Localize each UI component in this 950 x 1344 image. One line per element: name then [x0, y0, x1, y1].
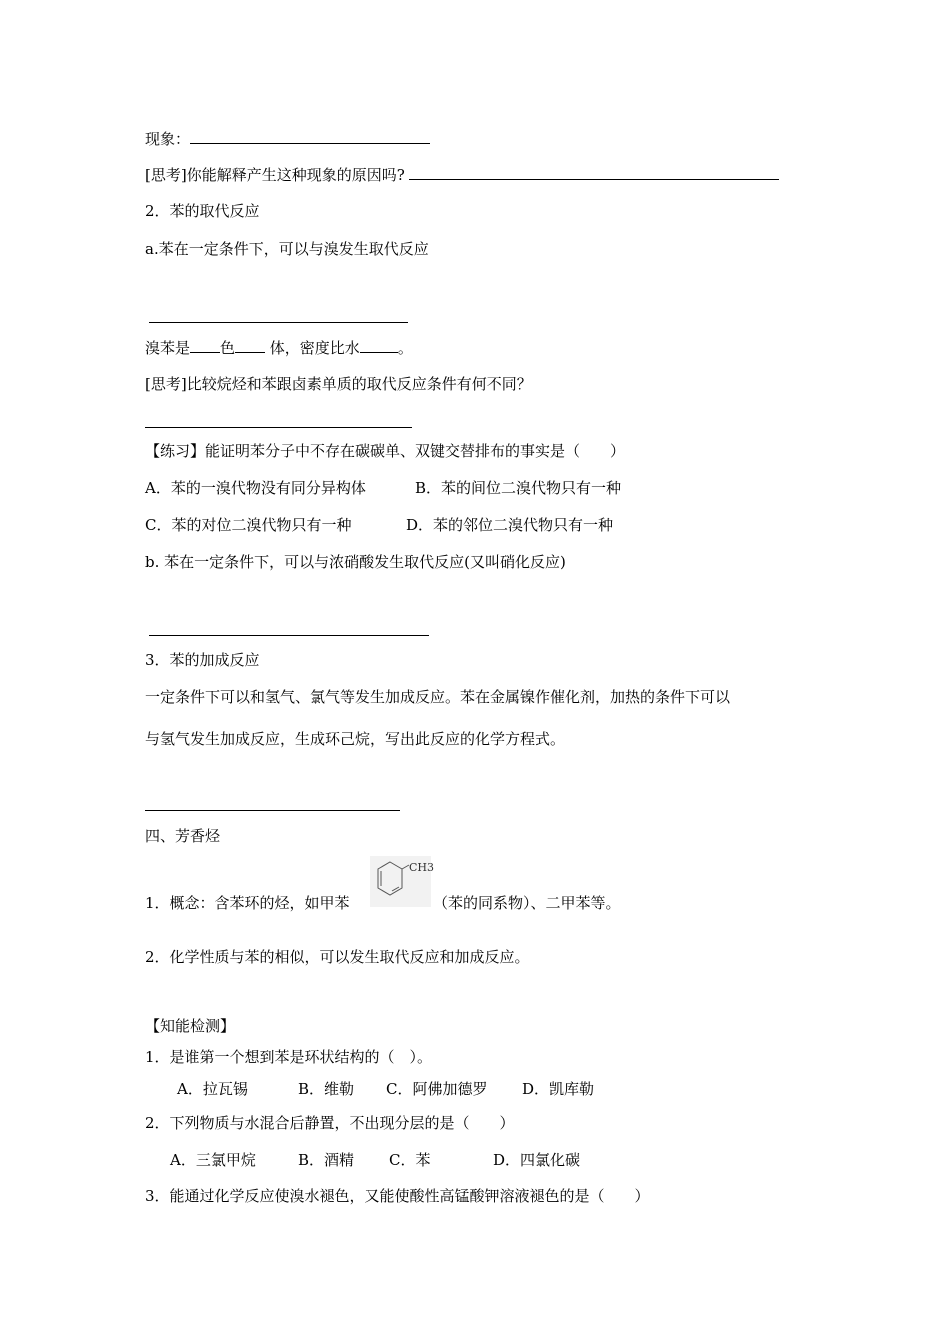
bromo-text-3: 体，密度比水: [265, 339, 360, 357]
test-title: 【知能检测】: [145, 1017, 236, 1035]
section-4-title: 四、芳香烃: [145, 827, 221, 845]
section-3-title: 3．苯的加成反应: [145, 651, 260, 669]
question-2: 2．下列物质与水混合后静置，不出现分层的是（ ）: [145, 1114, 515, 1132]
addition-text-1: 一定条件下可以和氢气、氯气等发生加成反应。苯在金属镍作催化剂，加热的条件下可以: [145, 688, 731, 706]
q2-option-b: B．酒精: [298, 1151, 355, 1169]
phenomenon-label: 现象：: [145, 130, 191, 148]
toluene-icon: [370, 856, 435, 907]
answer-line: [145, 427, 412, 428]
phenomenon-line: [145, 128, 430, 149]
chem-property-text: 2．化学性质与苯的相似，可以发生取代反应和加成反应。: [145, 948, 530, 966]
item-a-text: a.苯在一定条件下，可以与溴发生取代反应: [145, 240, 429, 258]
bromo-text-4: 。: [397, 339, 413, 357]
section-2-title: 2．苯的取代反应: [145, 202, 260, 220]
density-blank: [360, 337, 398, 353]
q2-option-a: A．三氯甲烷: [170, 1151, 256, 1169]
think1-text: [思考]你能解释产生这种现象的原因吗?: [145, 166, 405, 184]
color-blank: [190, 337, 220, 353]
exercise-option-c: C．苯的对位二溴代物只有一种: [145, 516, 352, 534]
think1-line: [145, 164, 779, 185]
exercise-question: 【练习】能证明苯分子中不存在碳碳单、双键交替排布的事实是（ ）: [145, 442, 626, 460]
question-3: 3．能通过化学反应使溴水褪色，又能使酸性高锰酸钾溶液褪色的是（ ）: [145, 1187, 650, 1205]
bromobenzene-line: [145, 337, 413, 358]
q2-option-c: C．苯: [389, 1151, 431, 1169]
bromo-text-2: 色: [220, 339, 236, 357]
answer-blank: [409, 164, 779, 180]
q1-option-d: D．凯库勒: [522, 1080, 595, 1098]
answer-line: [149, 322, 408, 323]
addition-text-2: 与氢气发生加成反应，生成环己烷，写出此反应的化学方程式。: [145, 730, 566, 748]
answer-line: [149, 635, 429, 636]
toluene-label: CH3: [409, 861, 435, 874]
concept-pre-text: 1．概念：含苯环的烃，如甲苯: [145, 894, 350, 912]
think2-text: [思考]比较烷烃和苯跟卤素单质的取代反应条件有何不同？: [145, 375, 532, 393]
q1-option-b: B．维勒: [298, 1080, 355, 1098]
exercise-option-d: D．苯的邻位二溴代物只有一种: [406, 516, 614, 534]
question-1: 1．是谁第一个想到苯是环状结构的（ ）。: [145, 1048, 433, 1066]
exercise-option-b: B．苯的间位二溴代物只有一种: [415, 479, 622, 497]
item-b-text: b. 苯在一定条件下，可以与浓硝酸发生取代反应(又叫硝化反应): [145, 553, 566, 571]
bromo-text-1: 溴苯是: [145, 339, 191, 357]
q1-option-c: C．阿佛加德罗: [386, 1080, 488, 1098]
state-blank: [235, 337, 265, 353]
q2-option-d: D．四氯化碳: [493, 1151, 581, 1169]
toluene-structure-image: [370, 856, 435, 907]
exercise-option-a: A．苯的一溴代物没有同分异构体: [145, 479, 366, 497]
q1-option-a: A．拉瓦锡: [177, 1080, 248, 1098]
answer-line: [145, 810, 400, 811]
answer-blank: [190, 128, 430, 144]
concept-post-text: （苯的同系物）、二甲苯等。: [433, 894, 621, 912]
